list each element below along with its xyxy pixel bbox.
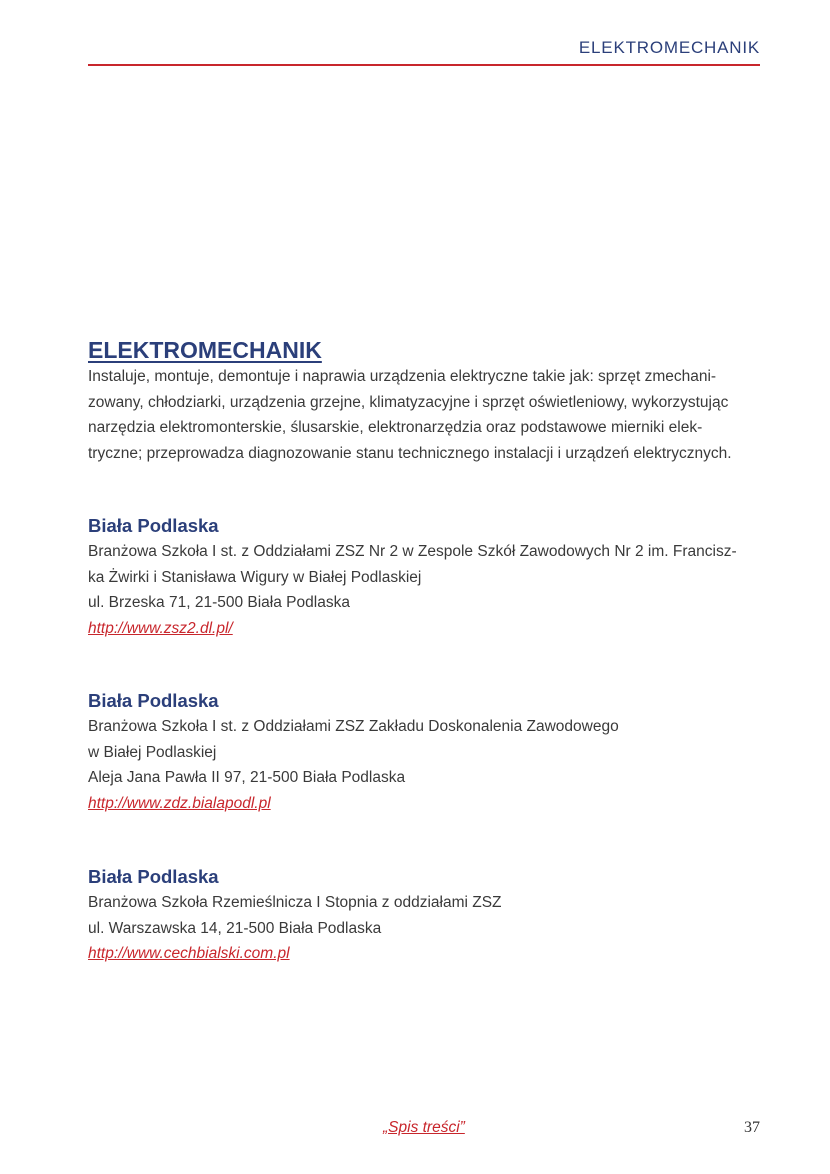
header-divider xyxy=(88,64,760,66)
school-name-line: Branżowa Szkoła I st. z Oddziałami ZSZ Zakładu Doskonalenia Zawodowego xyxy=(88,718,619,735)
school-address: ul. Brzeska 71, 21-500 Biała Podlaska xyxy=(88,594,350,611)
school-name-line: Branżowa Szkoła Rzemieślnicza I Stopnia z oddziałami ZSZ xyxy=(88,894,502,911)
running-header: ELEKTROMECHANIK xyxy=(578,38,760,57)
school-website-link[interactable]: http://www.zsz2.dl.pl/ xyxy=(88,619,233,637)
school-address: ul. Warszawska 14, 21-500 Biała Podlaska xyxy=(88,919,382,937)
occupation-description-line: zowany, chłodziarki, urządzenia grzejne, klimatyzacyjne i sprzęt oświetleniowy, wykorzystując xyxy=(88,393,729,411)
occupation-title: ELEKTROMECHANIK xyxy=(88,337,322,363)
school-address: Aleja Jana Pawła II 97, 21-500 Biała Podlaska xyxy=(88,769,406,786)
occupation-description-line: tryczne; przeprowadza diagnozowanie stanu technicznego instalacji i urządzeń elektrycznych. xyxy=(88,444,732,462)
school-name-line: w Białej Podlaskiej xyxy=(88,743,217,761)
school-website-link[interactable]: http://www.cechbialski.com.pl xyxy=(88,945,290,962)
school-entry xyxy=(88,864,760,967)
school-city: Biała Podlaska xyxy=(88,690,219,711)
school-city: Biała Podlaska xyxy=(88,515,219,536)
school-website-link[interactable]: http://www.zdz.bialapodl.pl xyxy=(88,794,271,812)
occupation-description-line: Instaluje, montuje, demontuje i naprawia urządzenia elektryczne takie jak: sprzęt zmechani- xyxy=(88,368,717,385)
school-entry xyxy=(88,513,760,641)
school-city: Biała Podlaska xyxy=(88,866,219,887)
school-name-line: ka Żwirki i Stanisława Wigury w Białej Podlaskiej xyxy=(88,568,422,586)
school-name-line: Branżowa Szkoła I st. z Oddziałami ZSZ Nr 2 w Zespole Szkół Zawodowych Nr 2 im. Francisz- xyxy=(88,543,737,560)
school-entry xyxy=(88,688,760,816)
table-of-contents-link[interactable]: „Spis treści” xyxy=(383,1119,465,1136)
page-number: 37 xyxy=(744,1119,760,1136)
occupation-description-line: narzędzia elektromonterskie, ślusarskie, elektronarzędzia oraz podstawowe mierniki elek- xyxy=(88,419,703,436)
occupation-section xyxy=(88,336,760,466)
